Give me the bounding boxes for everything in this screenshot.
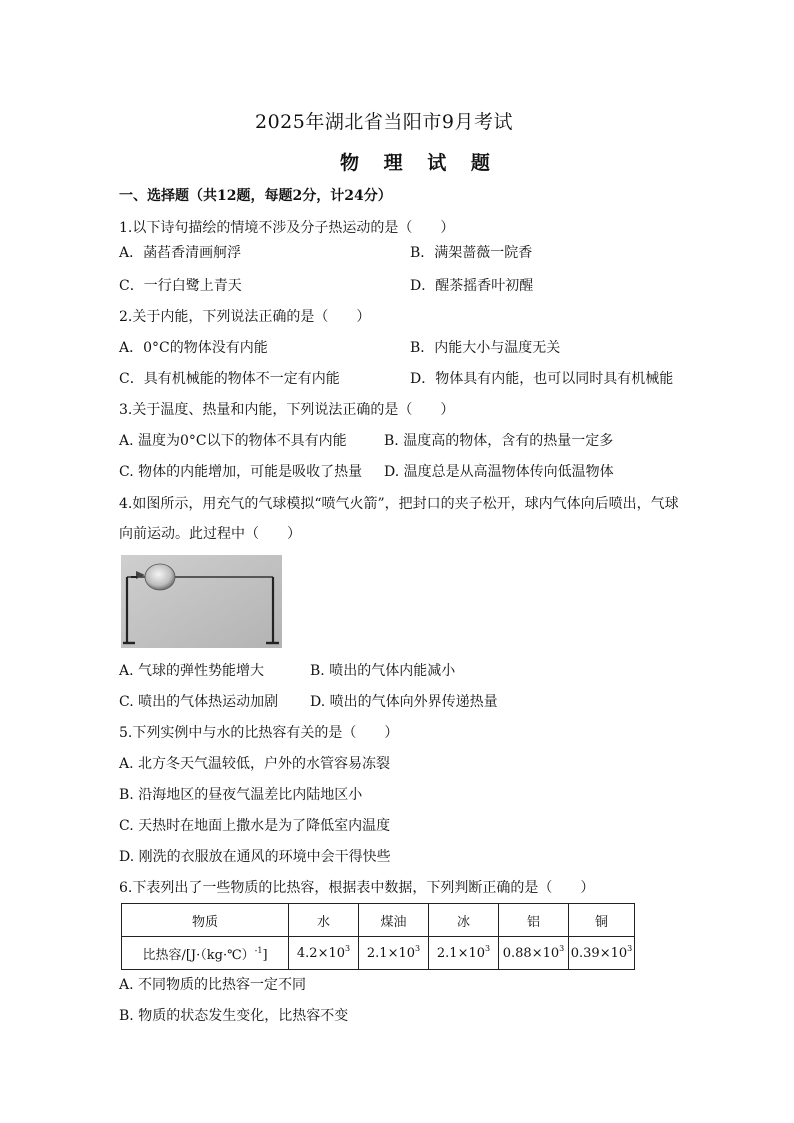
question-5-option-b: B. 沿海地区的昼夜气温差比内陆地区小 (119, 787, 363, 803)
question-2-stem: 2.关于内能，下列说法正确的是（ ） (119, 309, 371, 325)
question-2-option-a: A．0°C的物体没有内能 (119, 340, 268, 356)
question-1-option-b: B．满架蔷薇一院香 (410, 245, 533, 261)
question-3-option-a: A. 温度为0°C以下的物体不具有内能 (119, 433, 347, 449)
specific-heat-table (121, 903, 635, 970)
value-copper: $0.39\times 10^3$ (569, 937, 635, 970)
table-header-label: 物质 (122, 904, 289, 937)
question-5-option-a: A. 北方冬天气温较低，户外的水管容易冻裂 (119, 756, 391, 772)
question-2-option-d: D．物体具有内能，也可以同时具有机械能 (410, 371, 674, 387)
question-6-option-b: B. 物质的状态发生变化，比热容不变 (119, 1008, 349, 1024)
question-1-option-a: A．菡萏香清画舸浮 (119, 245, 242, 261)
question-3-stem: 3.关于温度、热量和内能，下列说法正确的是（ ） (119, 402, 455, 418)
table-value-row (122, 937, 635, 970)
question-3-option-c: C. 物体的内能增加，可能是吸收了热量 (119, 464, 363, 480)
question-4-stem-line1: 4.如图所示，用充气的气球模拟“喷气火箭”，把封口的夹子松开，球内气体向后喷出，气球 (119, 496, 679, 512)
question-1-option-d: D．醒茶摇香叶初醒 (410, 278, 534, 294)
question-6-stem: 6.下表列出了一些物质的比热容，根据表中数据，下列判断正确的是（ ） (119, 880, 595, 896)
question-1-option-c: C．一行白鹭上青天 (119, 278, 242, 294)
table-row-label: 比热容/[J·（kg·℃）$^{-1}$] (122, 937, 289, 970)
exam-title: 2025年湖北省当阳市9月考试 (255, 111, 513, 133)
substance-water: 水 (289, 904, 359, 937)
question-3-option-b: B. 温度高的物体，含有的热量一定多 (384, 433, 614, 449)
question-5-stem: 5.下列实例中与水的比热容有关的是（ ） (119, 725, 399, 741)
question-4-option-b: B. 喷出的气体内能减小 (310, 663, 456, 679)
substance-kerosene: 煤油 (359, 904, 429, 937)
question-4-option-c: C. 喷出的气体热运动加剧 (119, 694, 279, 710)
balloon-rocket-figure (121, 555, 282, 648)
value-water: $4.2\times 10^3$ (289, 937, 359, 970)
question-1-stem: 1.以下诗句描绘的情境不涉及分子热运动的是（ ） (119, 220, 455, 236)
substance-aluminum: 铝 (499, 904, 569, 937)
section-heading: 一、选择题（共12题，每题2分，计24分） (119, 188, 392, 204)
value-aluminum: $0.88\times 10^3$ (499, 937, 569, 970)
question-2-option-c: C．具有机械能的物体不一定有内能 (119, 371, 340, 387)
question-4-stem-line2: 向前运动。此过程中（ ） (119, 526, 301, 542)
question-5-option-c: C. 天热时在地面上撒水是为了降低室内温度 (119, 818, 391, 834)
table-header-row (122, 904, 635, 937)
question-6-option-a: A. 不同物质的比热容一定不同 (119, 977, 307, 993)
question-3-option-d: D. 温度总是从高温物体传向低温物体 (384, 464, 614, 480)
question-4-option-d: D. 喷出的气体向外界传递热量 (310, 694, 498, 710)
question-4-option-a: A. 气球的弹性势能增大 (119, 663, 265, 679)
substance-copper: 铜 (569, 904, 635, 937)
question-2-option-b: B．内能大小与温度无关 (410, 340, 561, 356)
exam-subtitle: 物 理 试 题 (340, 152, 499, 174)
value-kerosene: $2.1\times 10^3$ (359, 937, 429, 970)
substance-ice: 冰 (429, 904, 499, 937)
question-5-option-d: D. 刚洗的衣服放在通风的环境中会干得快些 (119, 849, 391, 865)
value-ice: $2.1\times 10^3$ (429, 937, 499, 970)
